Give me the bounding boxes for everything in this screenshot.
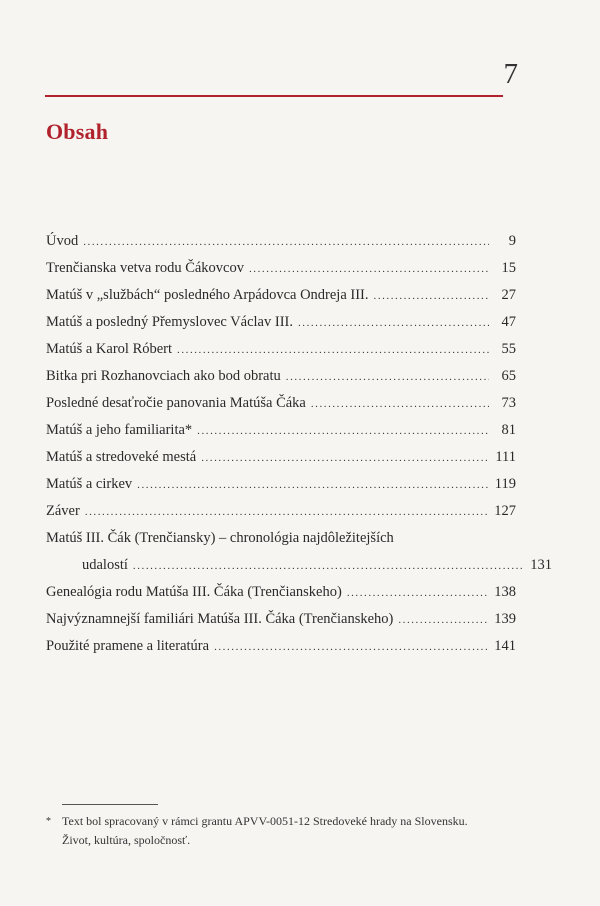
- leader-dots: [177, 337, 489, 364]
- leader-dots: [398, 607, 489, 634]
- toc-entry: [46, 282, 516, 309]
- footnote-mark: *: [46, 816, 51, 827]
- toc-entry-label: Matúš III. Čák (Trenčiansky) – chronológia najdôležitejších: [46, 530, 394, 546]
- toc-entry-page: 119: [494, 476, 516, 492]
- toc-entry: [46, 444, 516, 471]
- leader-dots: [85, 499, 489, 526]
- toc-entry-label: Posledné desaťročie panovania Matúša Čáka: [46, 395, 306, 411]
- toc-entry-label: Matúš a cirkev: [46, 476, 133, 492]
- toc-entry-label-continuation: udalostí: [82, 557, 128, 573]
- toc-entry-page: 131: [530, 557, 552, 573]
- toc-entry-page: 138: [494, 584, 516, 600]
- leader-dots: [286, 364, 489, 391]
- toc-entry-page: 81: [501, 422, 516, 438]
- toc-entry-page: 127: [494, 503, 516, 519]
- table-of-contents: [46, 228, 552, 660]
- toc-entry-page: 65: [501, 368, 516, 384]
- toc-entry-label: Úvod: [46, 233, 79, 249]
- toc-entry: [46, 255, 516, 282]
- toc-entry-page: 9: [508, 233, 516, 249]
- footnote-line-1: Text bol spracovaný v rámci grantu APVV-0051-12 Stredoveké hrady na Slovensku.: [62, 814, 468, 828]
- toc-entry: [46, 336, 516, 363]
- toc-entry-label: Použité pramene a literatúra: [46, 638, 210, 654]
- header-rule: [45, 95, 503, 97]
- toc-entry-page: 15: [501, 260, 516, 276]
- footnote-line-2: Život, kultúra, spoločnosť.: [62, 833, 191, 847]
- page-number: 7: [503, 58, 518, 90]
- leader-dots: [197, 418, 489, 445]
- leader-dots: [137, 472, 489, 499]
- leader-dots: [83, 229, 489, 256]
- footnote-rule: [62, 804, 158, 805]
- toc-entry-page: 73: [501, 395, 516, 411]
- leader-dots: [298, 310, 489, 337]
- toc-entry: [46, 363, 516, 390]
- footnote: [46, 812, 516, 850]
- toc-entry: [46, 498, 516, 525]
- toc-entry: [46, 471, 516, 498]
- leader-dots: [214, 634, 489, 661]
- toc-entry-label: Matúš a stredoveké mestá: [46, 449, 197, 465]
- toc-entry-page: 139: [494, 611, 516, 627]
- toc-entry-label: Matúš v „službách“ posledného Arpádovca Ondreja III.: [46, 287, 369, 303]
- toc-entry-page: 27: [501, 287, 516, 303]
- leader-dots: [249, 256, 489, 283]
- toc-entry-label: Genealógia rodu Matúša III. Čáka (Trenčianskeho): [46, 584, 342, 600]
- toc-entry-label: Bitka pri Rozhanovciach ako bod obratu: [46, 368, 281, 384]
- toc-entry-label: Matúš a jeho familiarita*: [46, 422, 193, 438]
- page-title: Obsah: [46, 119, 109, 144]
- leader-dots: [347, 580, 489, 607]
- toc-entry: [46, 417, 516, 444]
- toc-entry-label: Záver: [46, 503, 80, 519]
- toc-entry: [46, 390, 516, 417]
- leader-dots: [201, 445, 489, 472]
- leader-dots: [374, 283, 489, 310]
- toc-entry-label: Matúš a posledný Přemyslovec Václav III.: [46, 314, 293, 330]
- toc-entry-page: 47: [501, 314, 516, 330]
- toc-entry-label: Trenčianska vetva rodu Čákovcov: [46, 260, 244, 276]
- toc-entry-label: Najvýznamnejší familiári Matúša III. Čáka (Trenčianskeho): [46, 611, 394, 627]
- toc-entry-label: Matúš a Karol Róbert: [46, 341, 173, 357]
- toc-entry: [46, 525, 552, 579]
- toc-entry: [46, 228, 516, 255]
- toc-entry: [46, 309, 516, 336]
- toc-entry: [46, 606, 516, 633]
- toc-entry-page: 111: [495, 449, 516, 465]
- leader-dots: [311, 391, 489, 418]
- leader-dots: [133, 553, 525, 580]
- toc-entry-page: 141: [494, 638, 516, 654]
- toc-entry: [46, 633, 516, 660]
- toc-entry-page: 55: [501, 341, 516, 357]
- toc-entry: [46, 579, 516, 606]
